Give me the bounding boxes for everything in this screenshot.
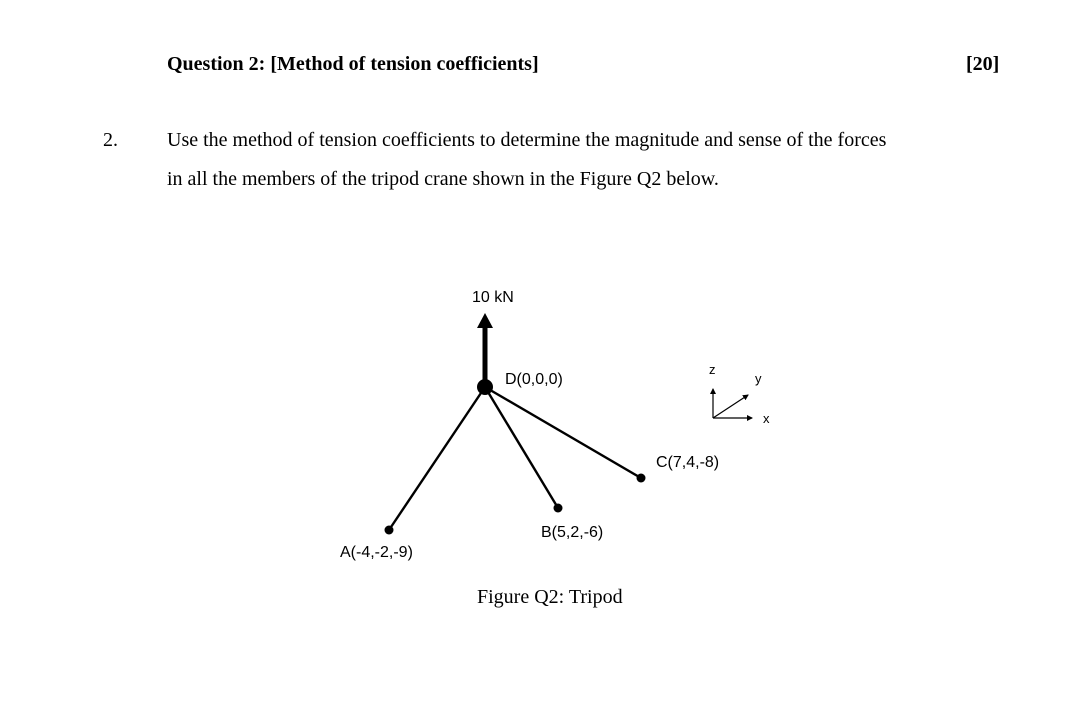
label-point-d: D(0,0,0) — [505, 371, 563, 388]
axis-y-line — [713, 395, 748, 418]
question-text-line-2: in all the members of the tripod crane shown in the Figure Q2 below. — [167, 168, 719, 190]
question-text-line-1: Use the method of tension coefficients to determine the magnitude and sense of the forces — [167, 129, 887, 151]
joint-d — [477, 379, 493, 395]
axis-y-label: y — [755, 371, 762, 386]
axis-x-label: x — [763, 411, 770, 426]
joint-c — [637, 474, 646, 483]
member-db — [485, 387, 558, 508]
joint-a — [385, 526, 394, 535]
load-arrow-head — [477, 313, 493, 328]
label-point-c: C(7,4,-8) — [656, 454, 720, 471]
member-dc — [485, 387, 641, 478]
marks-label: [20] — [966, 53, 1000, 75]
joint-b — [554, 504, 563, 513]
member-da — [389, 387, 485, 530]
label-point-b: B(5,2,-6) — [541, 524, 604, 541]
axis-z-label: z — [709, 362, 716, 377]
question-number: 2. — [103, 129, 118, 151]
question-title: Question 2: [Method of tension coefficients] — [167, 53, 539, 75]
label-point-a: A(-4,-2,-9) — [340, 544, 413, 561]
load-label: 10 kN — [472, 289, 514, 306]
figure-caption: Figure Q2: Tripod — [477, 586, 623, 608]
